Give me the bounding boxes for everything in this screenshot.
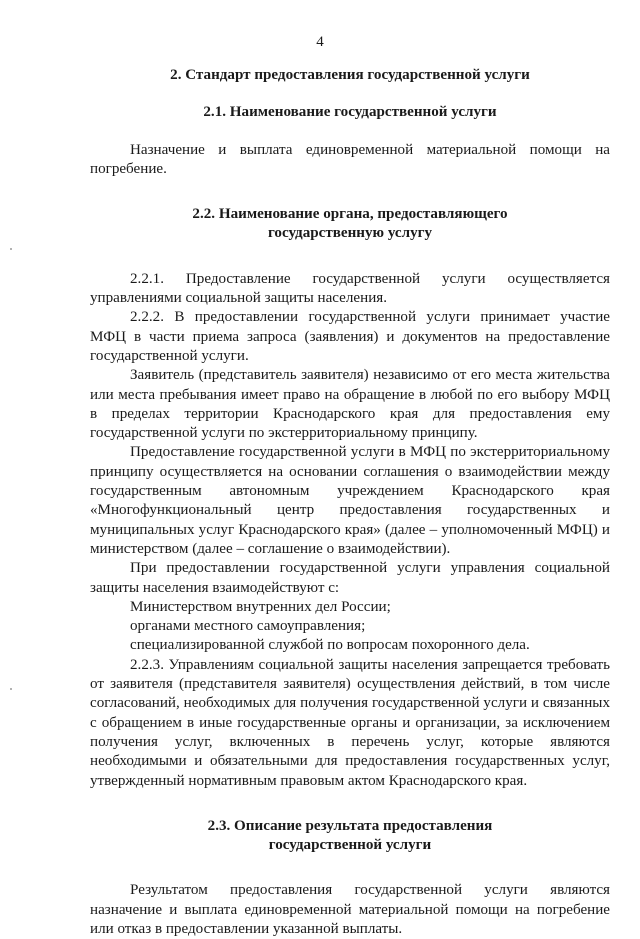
list-item: органами местного самоуправления; [130,618,366,635]
subsection-title-2-3 [90,817,610,856]
paragraph-2-2-3: 2.2.3. Управлениям социальной защиты населения запрещается требовать от заявителя (представителя заявителя) осуществления действий, в том числе согласований, необходимых для получения государственной услуги и связанных с обращением в иные государственные органы и организации, за исключением получения услуг, включенных в перечень услуг, которые являются необходимыми и обязательными для предоставления государственных услуг, утвержденный нормативным правовым актом Краснодарского края. [90,656,610,789]
paragraph-extraterritorial: Предоставление государственной услуги в МФЦ по экстерриториальному принципу осуществляется на основании соглашения о взаимодействии между государственным автономным учреждением Краснодарского края «Многофункциональный центр предоставления государственных и муниципальных услуг Краснодарского края» (далее – уполномоченный МФЦ) и министерством (далее – соглашение о взаимодействии). [90,444,610,557]
list-item: специализированной службой по вопросам похоронного дела. [130,637,530,654]
paragraph-2-2-1: 2.2.1. Предоставление государственной услуги осуществляется управлениями социальной защиты населения. [90,270,610,307]
subsection-title-2-3-line2: государственной услуги [268,837,432,854]
subsection-title-2-1: 2.1. Наименование государственной услуги [203,104,497,121]
paragraph-interaction: При предоставлении государственной услуги управления социальной защиты населения взаимодействуют с: [90,560,610,596]
section-title: 2. Стандарт предоставления государственной услуги [170,67,530,83]
subsection-title-2-2 [90,205,610,244]
subsection-title-2-2-line2: государственную услугу [267,225,433,242]
list-item: Министерством внутренних дел России; [130,598,391,615]
page-number: 4 [316,34,324,50]
paragraph-applicant-right: Заявитель (представитель заявителя) независимо от его места жительства или места пребывания имеет право на обращение в любой по его выбору МФЦ в пределах территории Краснодарского края для предоставления ему государственной услуги по экстерриториальному принципу. [90,367,610,442]
paragraph-result: Результатом предоставления государственной услуги являются назначение и выплата единовременной материальной помощи на погребение или отказ в предоставлении указанной выплаты. [90,882,610,937]
paragraph-service-name: Назначение и выплата единовременной материальной помощи на погребение. [90,141,610,177]
document-body [90,66,610,939]
subsection-title-2-3-line1: 2.3. Описание результата предоставления [207,817,493,834]
scan-mark [10,248,12,250]
subsection-title-2-2-line1: 2.2. Наименование органа, предоставляющего [192,206,508,223]
paragraph-2-2-2: 2.2.2. В предоставлении государственной услуги принимает участие МФЦ в части приема запроса (заявления) и документов на предоставление государственной услуги. [90,309,610,364]
scan-mark [10,688,12,690]
